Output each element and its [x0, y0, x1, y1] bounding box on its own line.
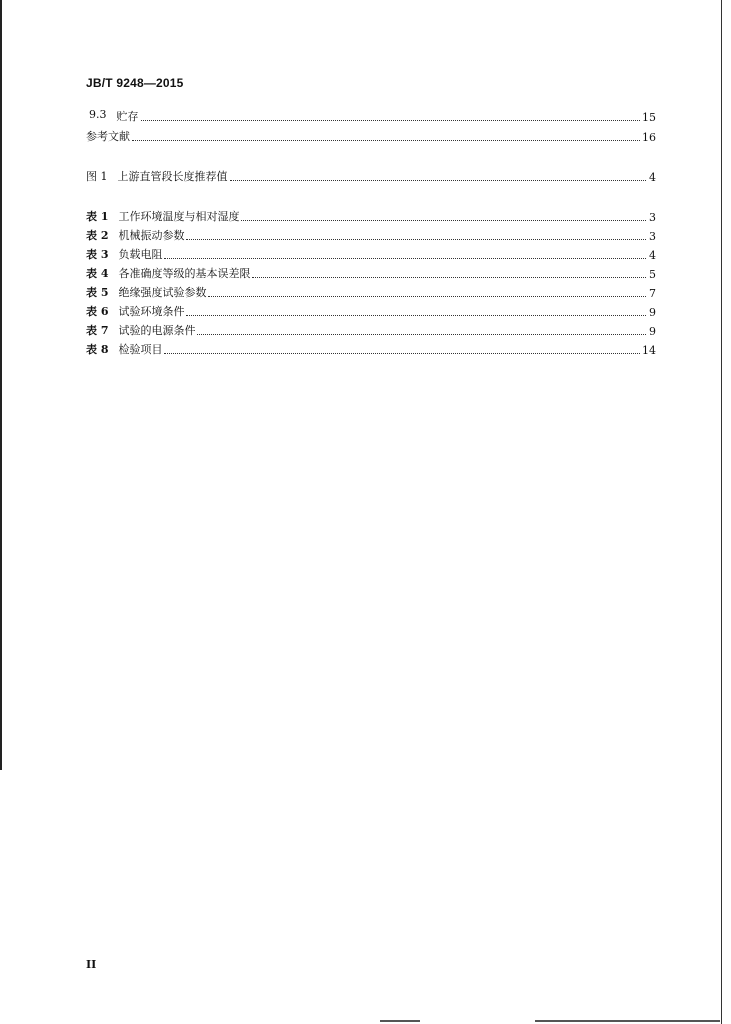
dot-leader: [230, 179, 647, 181]
toc-entry-title: 各准确度等级的基本误差限: [118, 267, 251, 280]
dot-leader: [164, 257, 646, 259]
toc-entry-figure-1[interactable]: [86, 168, 656, 184]
scan-bottom-line-2: [535, 1020, 720, 1022]
toc-entry-page: 4: [649, 171, 656, 184]
toc-entry-number: 9.3: [89, 108, 107, 121]
dot-leader: [208, 295, 646, 297]
toc-entry-number: 表 7: [86, 324, 109, 337]
toc-entry-table-5[interactable]: [86, 284, 656, 300]
toc-entry-table-2[interactable]: [86, 227, 656, 243]
toc-entry-title: 负载电阻: [118, 248, 163, 261]
toc-entry-table-1[interactable]: [86, 208, 656, 224]
toc-entry-table-7[interactable]: [86, 322, 656, 338]
page-number-footer: II: [86, 958, 97, 971]
toc-entry-page: 14: [642, 344, 656, 357]
toc-entry-title: 试验的电源条件: [118, 324, 196, 337]
toc-entry-title: 检验项目: [118, 343, 163, 356]
toc-entry-table-8[interactable]: [86, 341, 656, 357]
toc-entry-table-4[interactable]: [86, 265, 656, 281]
toc-entry-title: 机械振动参数: [118, 229, 185, 242]
dot-leader: [186, 314, 646, 316]
toc-entry-page: 5: [649, 268, 656, 281]
scan-bottom-line-1: [380, 1020, 420, 1022]
toc-entry-section-9-3[interactable]: [86, 108, 656, 124]
toc-entry-table-6[interactable]: [86, 303, 656, 319]
dot-leader: [197, 333, 646, 335]
dot-leader: [252, 276, 646, 278]
toc-entry-title: 贮存: [116, 110, 139, 123]
toc-entry-number: 图 1: [86, 170, 108, 183]
dot-leader: [164, 352, 640, 354]
toc-entry-number: 表 4: [86, 267, 109, 280]
toc-entry-number: 表 2: [86, 229, 109, 242]
toc-entry-title: 绝缘强度试验参数: [118, 286, 207, 299]
toc-entry-page: 3: [649, 211, 656, 224]
toc-entry-page: 7: [649, 287, 656, 300]
toc-entry-page: 16: [642, 131, 656, 144]
dot-leader: [141, 119, 641, 121]
toc-entry-title: 参考文献: [86, 130, 130, 143]
toc-entry-title: 上游直管段长度推荐值: [117, 170, 228, 183]
toc-entry-page: 9: [649, 325, 656, 338]
toc-entry-page: 4: [649, 249, 656, 262]
toc-entry-title: 试验环境条件: [118, 305, 185, 318]
dot-leader: [186, 238, 646, 240]
toc-entry-page: 15: [642, 111, 656, 124]
toc-entry-references[interactable]: [86, 128, 656, 144]
dot-leader: [241, 219, 646, 221]
toc-entry-number: 表 8: [86, 343, 109, 356]
scan-edge-right: [721, 0, 722, 1024]
toc-entry-number: 表 1: [86, 210, 109, 223]
toc-entry-page: 3: [649, 230, 656, 243]
dot-leader: [132, 139, 640, 141]
scan-edge-left: [0, 0, 2, 770]
toc-entry-table-3[interactable]: [86, 246, 656, 262]
toc-entry-page: 9: [649, 306, 656, 319]
toc-entry-number: 表 6: [86, 305, 109, 318]
toc-entry-number: 表 3: [86, 248, 109, 261]
toc-entry-number: 表 5: [86, 286, 109, 299]
toc-entry-title: 工作环境温度与相对湿度: [118, 210, 240, 223]
document-id-header: JB/T 9248—2015: [86, 76, 184, 90]
